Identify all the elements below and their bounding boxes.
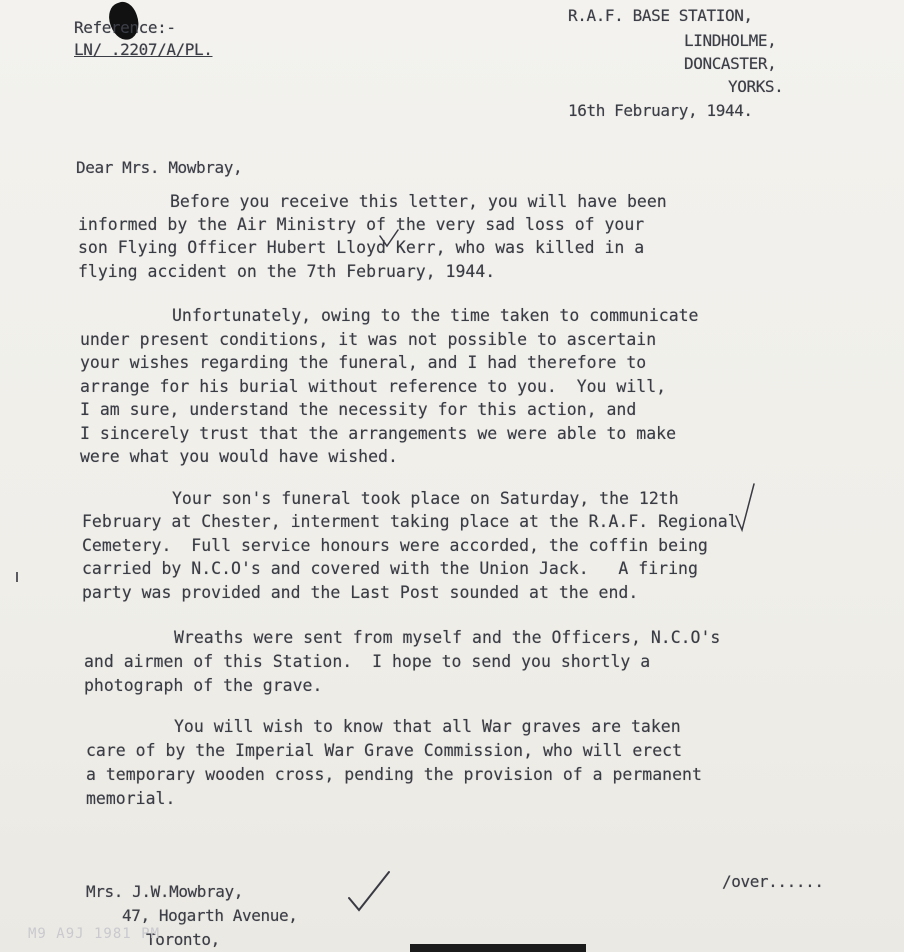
address-line-1: R.A.F. BASE STATION, [568, 6, 753, 25]
paragraph-line: party was provided and the Last Post sounded at the end. [82, 583, 639, 602]
checkmark-icon [732, 480, 758, 536]
paragraph-line: Cemetery. Full service honours were accorded, the coffin being [82, 536, 708, 555]
paragraph-line: arrange for his burial without reference to you. You will, [80, 377, 667, 396]
address-line-2: LINDHOLME, [684, 31, 777, 50]
reference-code: LN/ .2207/A/PL. [74, 40, 213, 59]
paragraph-line: Before you receive this letter, you will have been [170, 192, 667, 211]
salutation: Dear Mrs. Mowbray, [76, 158, 243, 177]
recipient-line-2: 47, Hogarth Avenue, [122, 906, 298, 925]
paragraph-line: informed by the Air Ministry of the very sad loss of your [78, 215, 645, 234]
paragraph-line: flying accident on the 7th February, 1944. [78, 262, 496, 281]
paragraph-line: I sincerely trust that the arrangements we were able to make [80, 424, 677, 443]
paragraph-line: Your son's funeral took place on Saturday, the 12th [172, 489, 679, 508]
paragraph-line: carried by N.C.O's and covered with the Union Jack. A firing [82, 559, 698, 578]
address-line-4: YORKS. [728, 77, 784, 96]
checkmark-icon [378, 228, 400, 250]
paragraph-line: were what you would have wished. [80, 447, 398, 466]
paragraph-line: photograph of the grave. [84, 676, 323, 695]
scan-edge [410, 944, 586, 952]
paragraph-line: care of by the Imperial War Grave Commission, who will erect [86, 741, 683, 760]
paragraph-line: I am sure, understand the necessity for this action, and [80, 400, 637, 419]
continuation-marker: /over...... [722, 872, 824, 891]
paragraph-line: your wishes regarding the funeral, and I had therefore to [80, 353, 647, 372]
recipient-line-1: Mrs. J.W.Mowbray, [86, 882, 243, 901]
letter-date: 16th February, 1944. [568, 101, 753, 120]
paragraph-line: Unfortunately, owing to the time taken to communicate [172, 306, 699, 325]
paragraph-line: memorial. [86, 789, 176, 808]
recipient-line-3: Toronto, [146, 930, 220, 949]
paragraph-line: and airmen of this Station. I hope to send you shortly a [84, 652, 651, 671]
paragraph-line: You will wish to know that all War graves are taken [174, 717, 681, 736]
address-line-3: DONCASTER, [684, 54, 777, 73]
paragraph-line: Wreaths were sent from myself and the Officers, N.C.O's [174, 628, 721, 647]
margin-mark [16, 572, 18, 582]
paragraph-line: February at Chester, interment taking place at the R.A.F. Regional [82, 512, 738, 531]
paragraph-line: son Flying Officer Hubert Lloyd Kerr, who was killed in a [78, 238, 645, 257]
paragraph-line: a temporary wooden cross, pending the provision of a permanent [86, 765, 702, 784]
paragraph-line: under present conditions, it was not possible to ascertain [80, 330, 657, 349]
checkmark-icon [345, 868, 395, 918]
received-stamp: M9 A9J 1981 PM [28, 926, 161, 942]
reference-label: Reference:- [74, 18, 176, 37]
